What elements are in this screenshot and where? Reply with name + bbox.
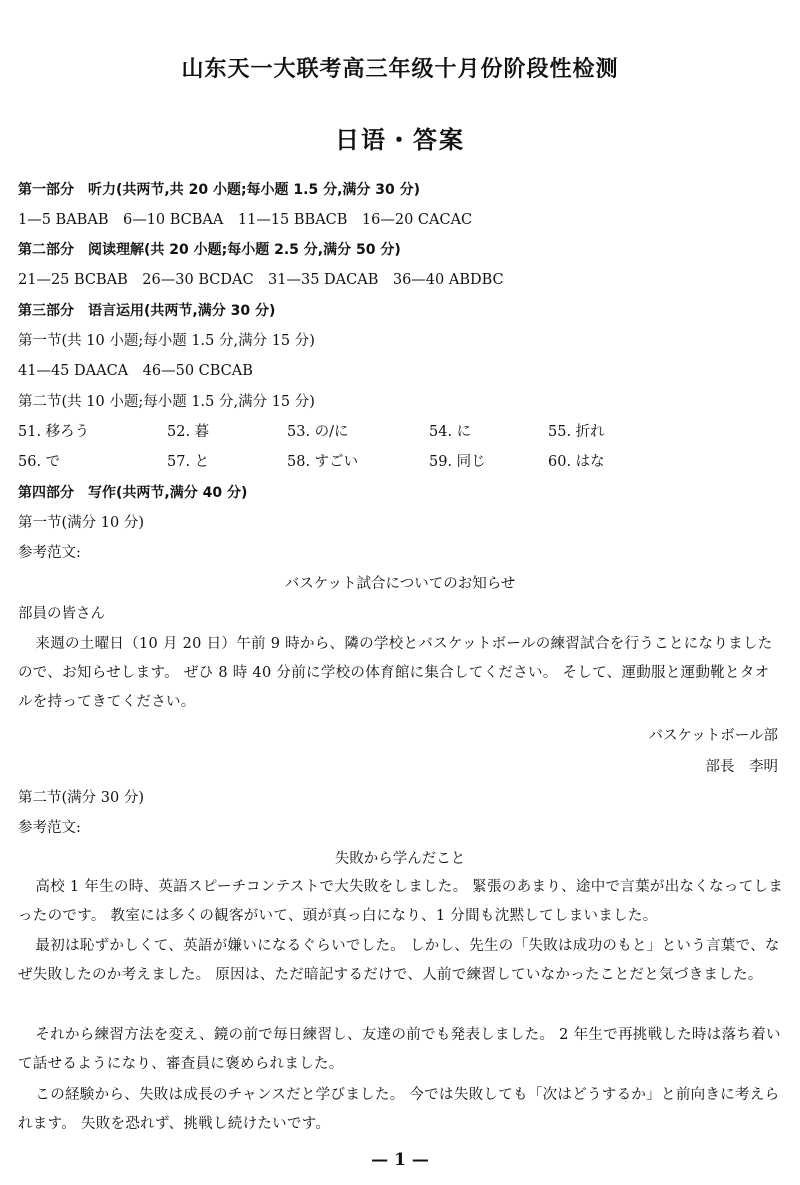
- page-number: — 1 —: [371, 1150, 429, 1170]
- part4-section1-heading: 第一节(满分 10 分): [18, 515, 144, 531]
- part3-section1-heading: 第一节(共 10 小题;每小题 1.5 分,满分 15 分): [18, 333, 315, 349]
- part3-heading: 第三部分 语言运用(共两节,满分 30 分): [18, 303, 276, 319]
- part3-section2-heading: 第二节(共 10 小题;每小题 1.5 分,满分 15 分): [18, 394, 315, 410]
- fill-answer-54: 54. に: [429, 424, 472, 440]
- fill-answer-58: 58. すごい: [287, 454, 359, 470]
- fill-answer-53: 53. の/に: [287, 424, 349, 440]
- part4-section2-heading: 第二节(满分 30 分): [18, 790, 144, 806]
- essay2-paragraph-4: この経験から、失敗は成長のチャンスだと学びました。 今では失敗しても「次はどうするか」と前向きに考えられます。 失敗を恐れず、挑戦し続けたいです。: [18, 1087, 780, 1132]
- fill-answer-55: 55. 折れ: [548, 424, 605, 440]
- essay1-body: 来週の土曜日（10 月 20 日）午前 9 時から、隣の学校とバスケットボールの練習試合を行うことになりましたので、お知らせします。 ぜひ 8 時 40 分前に学校の体育館に集合してください。 そして、運動服と運動靴とタオルを持ってきてください。: [18, 636, 773, 710]
- part1-heading: 第一部分 听力(共两节,共 20 小题;每小题 1.5 分,满分 30 分): [18, 182, 421, 198]
- part2-heading: 第二部分 阅读理解(共 20 小题;每小题 2.5 分,满分 50 分): [18, 242, 401, 258]
- fill-answer-51: 51. 移ろう: [18, 424, 90, 440]
- reference-essay-label-2: 参考范文:: [18, 820, 81, 836]
- document-subtitle: 日语・答案: [335, 126, 465, 154]
- part2-answers: 21—25 BCBAB 26—30 BCDAC 31—35 DACAB 36—40 ABDBC: [18, 272, 504, 288]
- essay2-paragraph-1: 高校 1 年生の時、英語スピーチコンテストで大失敗をしました。 緊張のあまり、途中で言葉が出なくなってしまったのです。 教室には多くの観客がいて、頭が真っ白になり、1 分間も沈黙してしまいました。: [18, 879, 784, 924]
- fill-answer-52: 52. 暮: [167, 424, 210, 440]
- fill-answer-60: 60. はな: [548, 454, 605, 470]
- essay1-signature-org: バスケットボール部: [648, 728, 778, 744]
- document-title: 山东天一大联考高三年级十月份阶段性检测: [181, 57, 619, 82]
- fill-answer-59: 59. 同じ: [429, 454, 486, 470]
- part4-heading: 第四部分 写作(共两节,满分 40 分): [18, 485, 248, 501]
- reference-essay-label: 参考范文:: [18, 545, 81, 561]
- part3-section1-answers: 41—45 DAACA 46—50 CBCAB: [18, 363, 253, 379]
- essay2-paragraph-3: それから練習方法を変え、鏡の前で毎日練習し、友達の前でも発表しました。 2 年生で再挑戦した時は落ち着いて話せるようになり、審査員に褒められました。: [18, 1027, 781, 1072]
- essay2-title: 失敗から学んだこと: [334, 851, 466, 867]
- essay2-paragraph-2: 最初は恥ずかしくて、英語が嫌いになるぐらいでした。 しかし、先生の「失敗は成功のもと」という言葉で、なぜ失敗したのか考えました。 原因は、ただ暗記するだけで、人前で練習していなかったことだと気づきました。: [18, 938, 780, 983]
- part1-answers: 1—5 BABAB 6—10 BCBAA 11—15 BBACB 16—20 CACAC: [18, 212, 473, 228]
- fill-answer-56: 56. で: [18, 454, 61, 470]
- essay1-greeting: 部員の皆さん: [18, 606, 105, 622]
- essay1-title: バスケット試合についてのお知らせ: [284, 576, 516, 592]
- fill-answer-57: 57. と: [167, 454, 210, 470]
- essay1-signature-name: 部長 李明: [705, 759, 778, 775]
